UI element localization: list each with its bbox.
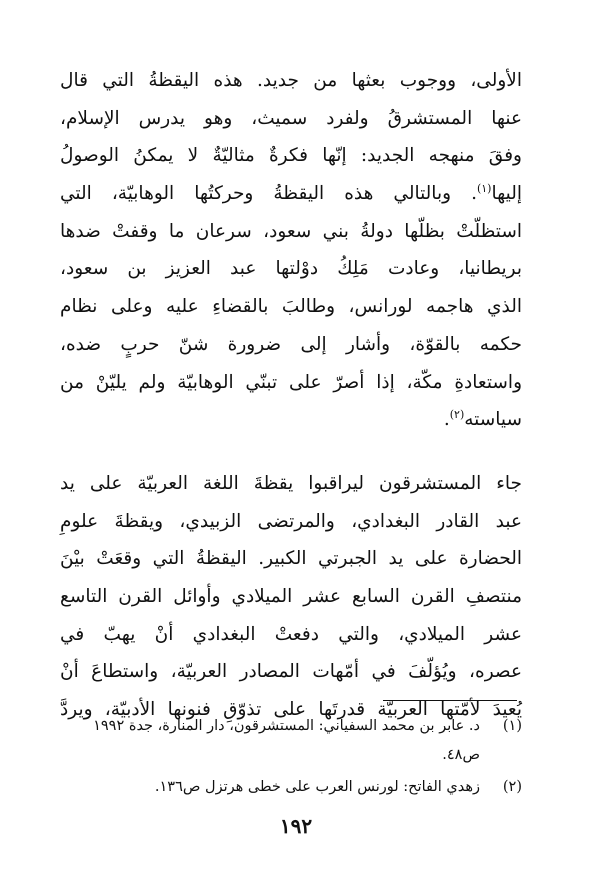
footnote-item [60, 773, 522, 802]
text-line: منتصفِ القرن السابع عشر الميلادي وأوائل القرن التاسع [60, 585, 522, 607]
text-line: جاء المستشرقون ليراقبوا يقظةَ اللغة العربيّة على يد [60, 472, 522, 494]
text-line: واستعادةِ مكّة، إذا أصرّ على تبنّي الوهابيّة ولم يليّنْ من [60, 371, 522, 393]
footnote-text: زهدي الفاتح: لورنس العرب على خطى هرتزل ص١٣٦. [154, 779, 480, 795]
text-line: عشر الميلادي، والتي دفعتْ البغدادي أنْ يهبّ في [60, 623, 522, 645]
text-fragment: . وبالتالي هذه اليقظةُ وحركتُها الوهابيّة، التي [60, 183, 477, 205]
text-line: حكمه بالقوّة، وأشار إلى ضرورة شنّ حربٍ ضده، [60, 333, 522, 355]
footnote-text: د. عابر بن محمد السفياني: المستشرقون، دار المنارة، جدة ١٩٩٢ ص٤٨. [93, 718, 480, 763]
footnote-number: (١) [502, 718, 522, 734]
text-line: الذي هاجمه لورانس، وطالبَ بالقضاءِ عليه وعلى نظام [60, 296, 522, 318]
footnote-number: (٢) [502, 779, 522, 795]
footnotes [60, 712, 522, 805]
text-fragment: . [443, 409, 450, 431]
text-line: يُعيدَ لأمّتها العربيّة قدرتَها على تذوّقِ فنونها الأدبيّة، ويردَّ [60, 699, 522, 720]
text-line [60, 401, 522, 439]
text-fragment: سياسته [464, 409, 522, 431]
footnote-separator [383, 700, 517, 701]
text-line: وفقَ منهجه الجديد: إنّها فكرةٌ مثاليّةٌ لا يمكنُ الوصولُ [60, 145, 522, 167]
text-line: عنها المستشرقُ ولفرد سميث، وهو يدرس الإسلام، [60, 107, 522, 129]
main-text [60, 62, 522, 729]
text-line: عبد القادر البغدادي، والمرتضى الزبيدي، ويقظةَ علومِ [60, 510, 522, 532]
page-number: ١٩٢ [279, 814, 313, 838]
text-line: عصره، ويُؤلّفَ في أمّهات المصادر العربيّة، واستطاعَ أنْ [60, 661, 522, 683]
paragraph-gap [60, 439, 522, 465]
text-line: بريطانيا، وعادت مَلِكُ دوْلتها عبد العزيز بن سعود، [60, 258, 522, 280]
footnote-ref-2[interactable]: (٢) [449, 408, 465, 422]
footnote-item [60, 712, 522, 770]
text-line: الحضارة على يد الجبرتي الكبير. اليقظةُ التي وقعَتْ بيْنَ [60, 548, 522, 570]
text-line [60, 175, 522, 213]
text-fragment: إليها [491, 183, 522, 205]
text-line: استظلّتْ بظلّها دولةُ بني سعود، سرعان ما وقفتْ ضدها [60, 220, 522, 242]
footnote-ref-1[interactable]: (١) [476, 181, 492, 195]
text-line: الأولى، ووجوب بعثها من جديد. هذه اليقظةُ التي قال [60, 70, 522, 91]
